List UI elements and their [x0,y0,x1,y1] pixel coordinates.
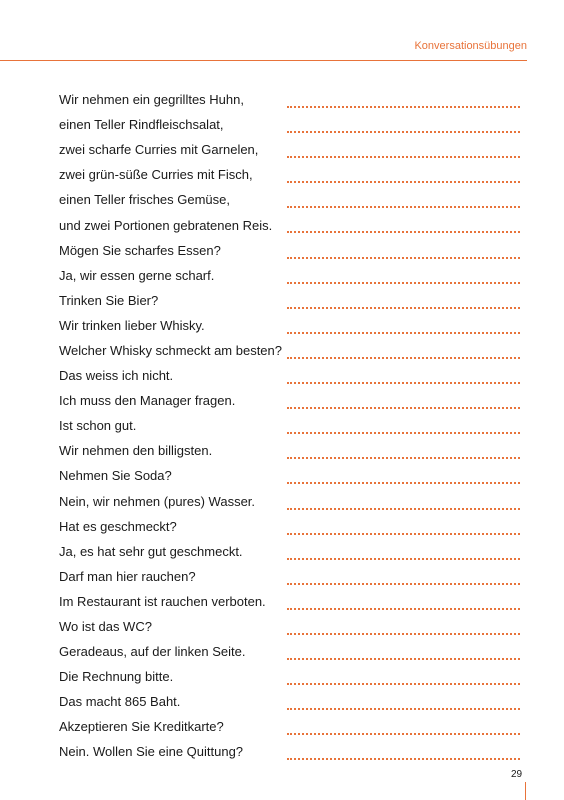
page-header-title: Konversationsübungen [414,40,527,52]
phrase-text: Wir nehmen den billigsten. [59,443,213,459]
header-divider [0,60,527,61]
answer-blank[interactable] [287,621,520,635]
phrase-text: Wo ist das WC? [59,619,152,635]
phrase-text: Welcher Whisky schmeckt am besten? [59,342,282,358]
phrase-text: Trinken Sie Bier? [59,292,159,308]
answer-blank[interactable] [287,94,520,108]
answer-blank[interactable] [287,345,520,359]
answer-blank[interactable] [287,746,520,760]
answer-blank[interactable] [287,521,520,535]
phrase-row [59,112,529,137]
phrase-text: Ja, wir essen gerne scharf. [59,267,215,283]
phrase-text: Im Restaurant ist rauchen verboten. [59,593,266,609]
phrase-text: Akzeptieren Sie Kreditkarte? [59,719,224,735]
phrase-row [59,564,529,589]
answer-blank[interactable] [287,119,520,133]
answer-blank[interactable] [287,470,520,484]
answer-blank[interactable] [287,671,520,685]
phrase-row [59,438,529,463]
phrase-text: Mögen Sie scharfes Essen? [59,242,221,258]
phrase-text: Wir nehmen ein gegrilltes Huhn, [59,92,244,108]
phrase-text: Nehmen Sie Soda? [59,468,172,484]
answer-blank[interactable] [287,721,520,735]
phrase-row [59,739,529,764]
phrase-row [59,87,529,112]
phrase-row [59,263,529,288]
answer-blank[interactable] [287,270,520,284]
answer-blank[interactable] [287,169,520,183]
phrase-row [59,664,529,689]
phrase-row [59,388,529,413]
answer-blank[interactable] [287,445,520,459]
phrase-row [59,162,529,187]
phrase-row [59,689,529,714]
phrase-text: zwei grün-süße Curries mit Fisch, [59,167,253,183]
phrase-row [59,313,529,338]
phrase-row [59,288,529,313]
phrase-text: Ja, es hat sehr gut geschmeckt. [59,543,243,559]
phrase-text: zwei scharfe Curries mit Garnelen, [59,142,259,158]
phrase-text: Die Rechnung bitte. [59,669,174,685]
phrase-text: Geradeaus, auf der linken Seite. [59,644,246,660]
answer-blank[interactable] [287,144,520,158]
phrase-text: Ich muss den Manager fragen. [59,393,236,409]
phrase-row [59,413,529,438]
phrase-text: Das weiss ich nicht. [59,368,174,384]
phrase-text: Nein, wir nehmen (pures) Wasser. [59,493,256,509]
phrase-text: und zwei Portionen gebratenen Reis. [59,217,273,233]
phrase-row [59,338,529,363]
answer-blank[interactable] [287,395,520,409]
phrase-row [59,539,529,564]
answer-blank[interactable] [287,646,520,660]
answer-blank[interactable] [287,546,520,560]
phrase-row [59,639,529,664]
phrase-row [59,363,529,388]
phrase-row [59,614,529,639]
phrase-row [59,212,529,237]
phrase-text: Hat es geschmeckt? [59,518,177,534]
page-number: 29 [511,769,523,780]
answer-blank[interactable] [287,370,520,384]
answer-blank[interactable] [287,295,520,309]
phrase-row [59,589,529,614]
phrase-row [59,137,529,162]
phrase-text: Wir trinken lieber Whisky. [59,317,205,333]
phrase-row [59,238,529,263]
phrase-row [59,463,529,488]
phrase-text: einen Teller frisches Gemüse, [59,192,231,208]
phrase-row [59,714,529,739]
page-number-rule [525,782,526,800]
phrase-text: Das macht 865 Baht. [59,694,181,710]
phrase-text: einen Teller Rindfleischsalat, [59,117,224,133]
phrase-row [59,489,529,514]
phrase-list [59,87,529,765]
phrase-text: Ist schon gut. [59,418,137,434]
phrase-row [59,514,529,539]
answer-blank[interactable] [287,320,520,334]
answer-blank[interactable] [287,696,520,710]
answer-blank[interactable] [287,420,520,434]
answer-blank[interactable] [287,571,520,585]
answer-blank[interactable] [287,496,520,510]
answer-blank[interactable] [287,596,520,610]
phrase-text: Nein. Wollen Sie eine Quittung? [59,744,244,760]
answer-blank[interactable] [287,245,520,259]
phrase-text: Darf man hier rauchen? [59,568,196,584]
answer-blank[interactable] [287,194,520,208]
answer-blank[interactable] [287,219,520,233]
phrase-row [59,187,529,212]
